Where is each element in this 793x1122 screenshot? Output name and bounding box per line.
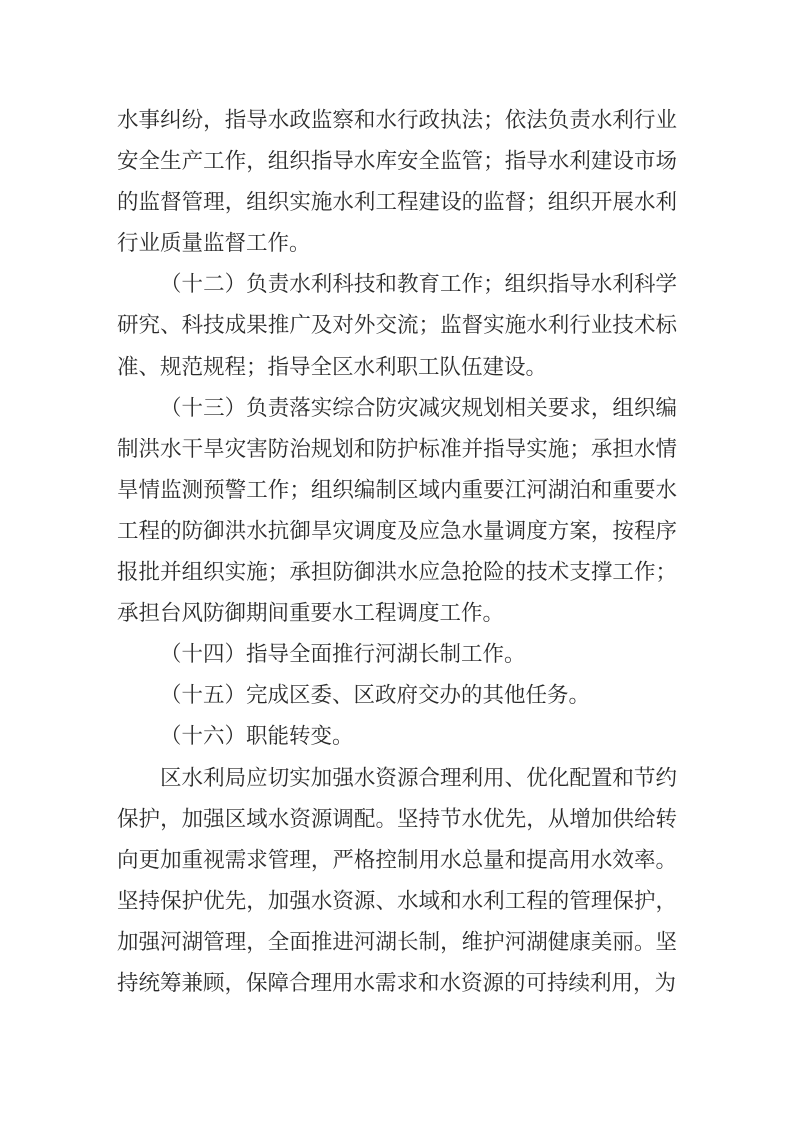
paragraph-item-14: （十四）指导全面推行河湖长制工作。 [160, 642, 526, 667]
paragraph-continuation: 水事纠纷，指导水政监察和水行政执法；依法负责水利行业安全生产工作，组织指导水库安全监管；指导水利建设市场的监督管理，组织实施水利工程建设的监督；组织开展水利行业质量监督工作。 [117, 108, 677, 256]
paragraph-item-13: （十三）负责落实综合防灾减灾规划相关要求，组织编制洪水干旱灾害防治规划和防护标准并指导实施；承担水情旱情监测预警工作；组织编制区域内重要江河湖泊和重要水工程的防御洪水抗御旱灾调度及应急水量调度方案，按程序报批并组织实施；承担防御洪水应急抢险的技术支撑工作；承担台风防御期间重要水工程调度工作。 [117, 395, 677, 626]
paragraph-item-12: （十二）负责水利科技和教育工作；组织指导水利科学研究、科技成果推广及对外交流；监督实施水利行业技术标准、规范规程；指导全区水利职工队伍建设。 [117, 272, 677, 379]
paragraph-item-16: （十六）职能转变。 [160, 724, 354, 749]
paragraph-function-transition: 区水利局应切实加强水资源合理利用、优化配置和节约保护，加强区域水资源调配。坚持节水优先，从增加供给转向更加重视需求管理，严格控制用水总量和提高用水效率。坚持保护优先，加强水资源、水域和水利工程的管理保护，加强河湖管理，全面推进河湖长制，维护河湖健康美丽。坚持统筹兼顾，保障合理用水需求和水资源的可持续利用，为 [117, 765, 677, 995]
paragraph-item-15: （十五）完成区委、区政府交办的其他任务。 [160, 683, 591, 708]
